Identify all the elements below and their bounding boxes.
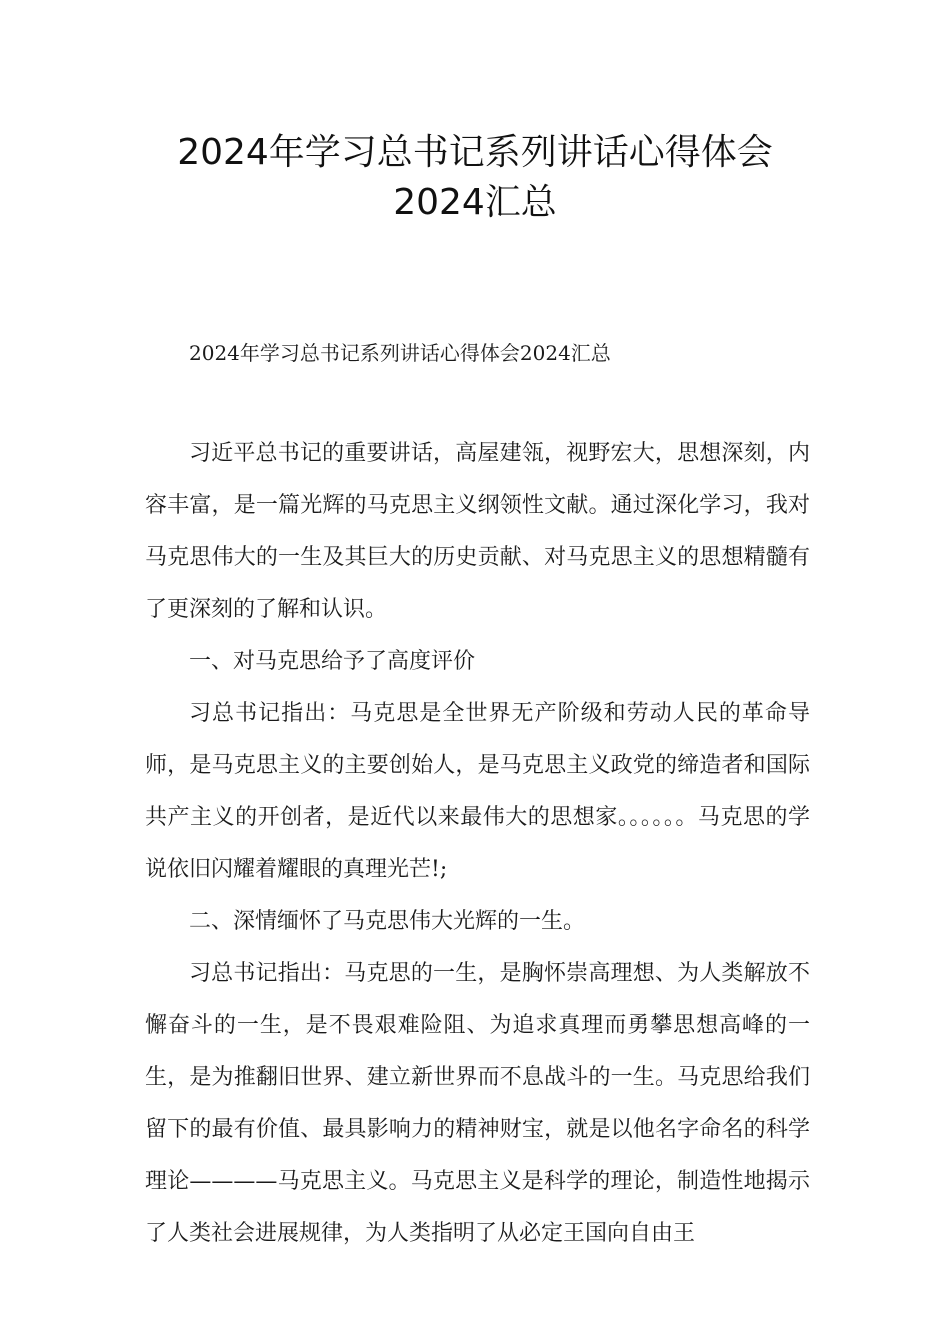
paragraph-life: 习总书记指出：马克思的一生，是胸怀崇高理想、为人类解放不懈奋斗的一生，是不畏艰难险阻、为追求真理而勇攀思想高峰的一生，是为推翻旧世界、建立新世界而不息战斗的一生。马克思给我们留下的最有价值、最具影响力的精神财宝，就是以他名字命名的科学理论————马克思主义。马克思主义是科学的理论，制造性地揭示了人类社会进展规律，为人类指明了从必定王国向自由王 [145, 961, 810, 1246]
title-line-2: 2024汇总 [393, 182, 557, 223]
document-body [145, 428, 810, 1260]
document-subtitle: 2024年学习总书记系列讲话心得体会2024汇总 [189, 341, 611, 365]
title-line-1: 2024年学习总书记系列讲话心得体会 [177, 132, 773, 173]
document-title [100, 128, 850, 228]
section-heading-2: 二、深情缅怀了马克思伟大光辉的一生。 [189, 909, 586, 934]
paragraph-intro: 习近平总书记的重要讲话，高屋建瓴，视野宏大，思想深刻，内容丰富，是一篇光辉的马克思主义纲领性文献。通过深化学习，我对马克思伟大的一生及其巨大的历史贡献、对马克思主义的思想精髓有了更深刻的了解和认识。 [145, 441, 810, 622]
section-heading-1: 一、对马克思给予了高度评价 [189, 649, 476, 674]
paragraph-evaluation: 习总书记指出：马克思是全世界无产阶级和劳动人民的革命导师，是马克思主义的主要创始人，是马克思主义政党的缔造者和国际共产主义的开创者，是近代以来最伟大的思想家。。。。。。马克思的学说依旧闪耀着耀眼的真理光芒!; [145, 701, 810, 882]
